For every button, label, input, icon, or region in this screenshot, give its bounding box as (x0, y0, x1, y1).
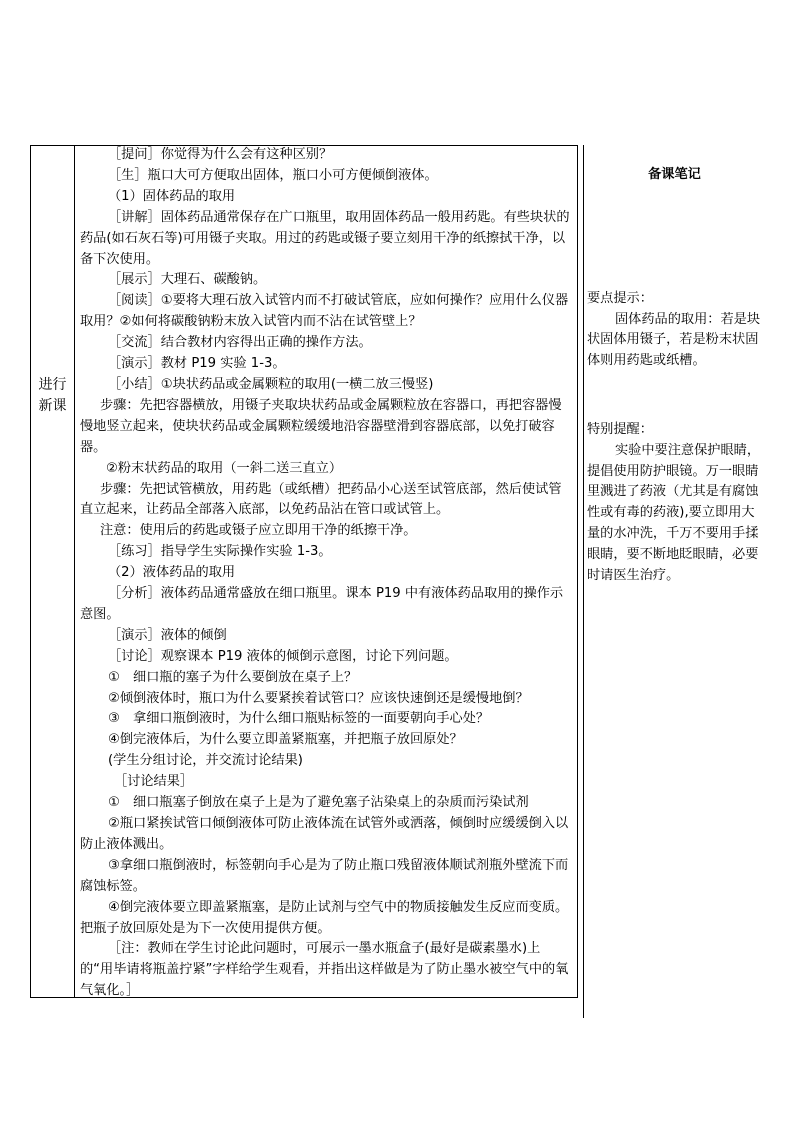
content-paragraph: ［演示］液体的倾倒 (108, 627, 227, 643)
content-paragraph: （1）固体药品的取用 (108, 188, 236, 204)
notes-title: 备课笔记 (648, 167, 701, 182)
content-paragraph: ① 细口瓶塞子倒放在桌子上是为了避免塞子沾染桌上的杂质而污染试剂 (108, 795, 529, 811)
content-paragraph: (学生分组讨论，并交流讨论结果) (108, 753, 303, 769)
content-paragraph: ① 细口瓶的塞子为什么要倒放在桌子上？ (108, 669, 358, 685)
content-paragraph: ②倾倒液体时，瓶口为什么要紧挨着试管口？应该快速倒还是缓慢地倒？ (108, 690, 529, 706)
content-paragraph: ［注：教师在学生讨论此问题时，可展示一墨水瓶盒子(最好是碳素墨水)上的“用毕请将瓶盖拧紧”字样给学生观看，并指出这样做是为了防止墨水被空气中的氧气氧化。］ (80, 941, 569, 999)
content-paragraph: ［分析］液体药品通常盛放在细口瓶里。课本 P19 中有液体药品取用的操作示意图。 (80, 586, 564, 622)
table-border-right (577, 145, 578, 998)
content-paragraph: ［讲解］固体药品通常保存在广口瓶里，取用固体药品一般用药匙。有些块状的药品(如石灰石等)可用镊子夹取。用过的药匙或镊子要立刻用干净的纸擦拭干净，以备下次使用。 (80, 209, 570, 267)
section-label-line-2: 新课 (38, 398, 67, 414)
content-paragraph: 步骤：先把容器横放，用镊子夹取块状药品或金属颗粒放在容器口，再把容器慢慢地竖立起来，使块状药品或金属颗粒缓缓地沿容器壁滑到容器底部，以免打破容器。 (80, 397, 562, 455)
content-paragraph: ③ 拿细口瓶倒液时，为什么细口瓶贴标签的一面要朝向手心处？ (108, 711, 490, 727)
key-points-text: 固体药品的取用：若是块状固体用镊子，若是粉末状固体则用药匙或纸槽。 (587, 311, 761, 369)
content-paragraph: （2）液体药品的取用 (108, 565, 236, 581)
notes-column-divider (583, 145, 584, 1018)
key-points-heading: 要点提示： (587, 290, 653, 306)
content-paragraph: ［练习］指导学生实际操作实验 1-3。 (108, 544, 332, 560)
table-border-left (30, 145, 31, 998)
content-paragraph: 注意：使用后的药匙或镊子应立即用干净的纸擦干净。 (100, 523, 417, 539)
table-column-divider (74, 145, 75, 998)
content-paragraph: ［交流］结合教材内容得出正确的操作方法。 (108, 335, 372, 351)
special-alert-heading: 特别提醒： (587, 421, 653, 437)
content-paragraph: ③拿细口瓶倒液时，标签朝向手心是为了防止瓶口残留液体顺试剂瓶外壁流下而腐蚀标签。 (80, 857, 569, 894)
section-label-line-1: 进行 (38, 377, 67, 393)
content-paragraph: ［提问］你觉得为什么会有这种区别？ (108, 147, 333, 162)
content-paragraph: ［小结］①块状药品或金属颗粒的取用(一横二放三慢竖) (108, 376, 434, 392)
content-paragraph: ［讨论］观察课本 P19 液体的倾倒示意图，讨论下列问题。 (108, 648, 458, 664)
content-paragraph: ［讨论结果］ (114, 774, 194, 790)
content-paragraph: ②粉末状药品的取用（一斜二送三直立） (106, 460, 343, 476)
lesson-content-cell (80, 145, 573, 1002)
content-paragraph: ［阅读］①要将大理石放入试管内而不打破试管底，应如何操作？应用什么仪器取用？②如何将碳酸钠粉末放入试管内而不沾在试管壁上？ (80, 293, 569, 330)
content-paragraph: ［展示］大理石、碳酸钠。 (108, 272, 267, 288)
content-paragraph: ④倒完液体要立即盖紧瓶塞，是防止试剂与空气中的物质接触发生反应而变质。把瓶子放回原处是为下一次使用提供方便。 (80, 899, 569, 936)
special-alert-text: 实验中要注意保护眼睛，提倡使用防护眼镜。万一眼睛里溅进了药液（尤其是有腐蚀性或有毒的药液),要立即用大量的水冲洗，千万不要用手揉眼睛，要不断地眨眼睛，必要时请医生治疗。 (587, 442, 761, 583)
content-paragraph: ［演示］教材 P19 实验 1-3。 (108, 356, 286, 372)
content-paragraph: ［生］瓶口大可方便取出固体，瓶口小可方便倾倒液体。 (108, 167, 438, 183)
content-paragraph: ④倒完液体后，为什么要立即盖紧瓶塞，并把瓶子放回原处？ (108, 732, 463, 748)
section-label-cell (31, 375, 74, 417)
notes-column (587, 165, 762, 586)
content-paragraph: 步骤：先把试管横放，用药匙（或纸槽）把药品小心送至试管底部，然后使试管直立起来，让药品全部落入底部，以免药品沾在管口或试管上。 (80, 481, 562, 518)
content-paragraph: ②瓶口紧挨试管口倾倒液体可防止液体流在试管外或洒落，倾倒时应缓缓倒入以防止液体溅出。 (80, 816, 569, 852)
